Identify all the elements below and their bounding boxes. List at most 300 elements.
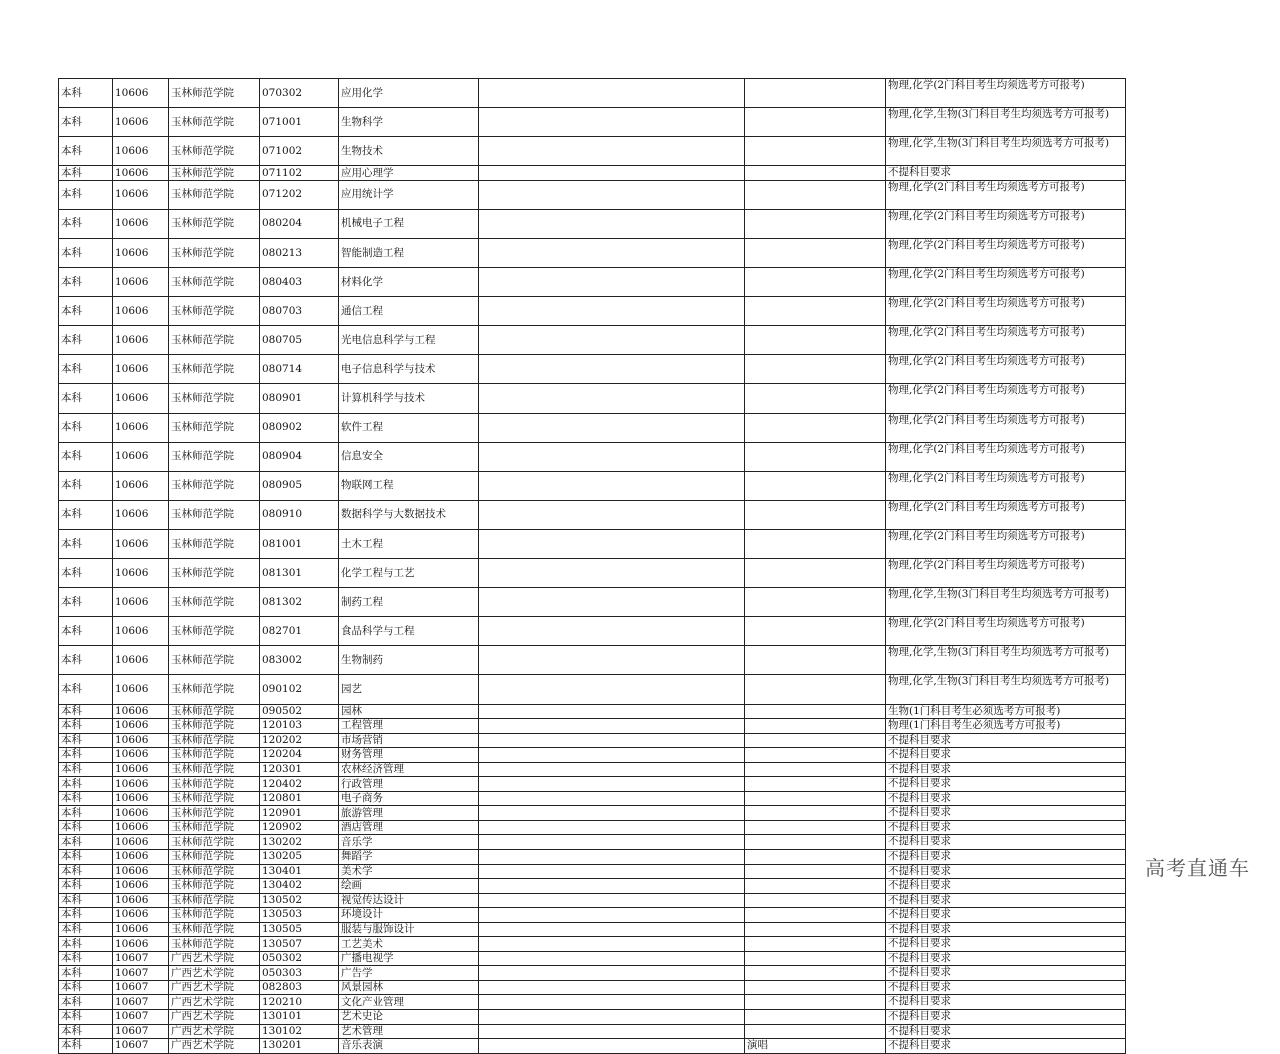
school-code-cell: 10607 [113,966,169,981]
direction-cell [745,588,886,617]
requirement-cell: 物理,化学(2门科目考生均须选考方可报考) [886,355,1126,384]
direction-cell [745,704,886,719]
major-code-cell: 130101 [260,1010,339,1025]
major-code-cell: 081001 [260,529,339,558]
major-name-cell: 制药工程 [339,588,479,617]
direction-cell [745,500,886,529]
school-name-cell: 玉林师范学院 [169,442,260,471]
school-code-cell: 10606 [113,413,169,442]
level-cell: 本科 [59,646,113,675]
school-name-cell: 玉林师范学院 [169,500,260,529]
school-name-cell: 玉林师范学院 [169,180,260,209]
level-cell: 本科 [59,748,113,763]
school-code-cell: 10606 [113,239,169,268]
remark-cell [479,559,745,588]
requirement-cell: 不提科目要求 [886,893,1126,908]
school-code-cell: 10606 [113,471,169,500]
major-name-cell: 应用统计学 [339,180,479,209]
school-code-cell: 10606 [113,500,169,529]
level-cell: 本科 [59,79,113,108]
remark-cell [479,209,745,238]
school-name-cell: 广西艺术学院 [169,1010,260,1025]
major-code-cell: 080910 [260,500,339,529]
table-row [59,951,1126,966]
school-code-cell: 10606 [113,937,169,952]
requirement-cell: 物理,化学(2门科目考生均须选考方可报考) [886,326,1126,355]
major-code-cell: 071202 [260,180,339,209]
remark-cell [479,1010,745,1025]
direction-cell [745,820,886,835]
major-name-cell: 广播电视学 [339,951,479,966]
school-code-cell: 10607 [113,1010,169,1025]
table-row [59,922,1126,937]
level-cell: 本科 [59,966,113,981]
requirement-cell: 物理,化学,生物(3门科目考生均须选考方可报考) [886,646,1126,675]
remark-cell [479,820,745,835]
direction-cell [745,471,886,500]
school-name-cell: 玉林师范学院 [169,879,260,894]
major-code-cell: 090102 [260,675,339,704]
requirement-cell: 不提科目要求 [886,849,1126,864]
level-cell: 本科 [59,849,113,864]
school-name-cell: 广西艺术学院 [169,995,260,1010]
table-row [59,791,1126,806]
school-name-cell: 玉林师范学院 [169,166,260,181]
remark-cell [479,937,745,952]
direction-cell [745,908,886,923]
major-code-cell: 080905 [260,471,339,500]
requirement-cell: 物理,化学,生物(3门科目考生均须选考方可报考) [886,108,1126,137]
major-name-cell: 美术学 [339,864,479,879]
school-name-cell: 玉林师范学院 [169,326,260,355]
major-name-cell: 艺术管理 [339,1024,479,1039]
level-cell: 本科 [59,762,113,777]
level-cell: 本科 [59,617,113,646]
level-cell: 本科 [59,108,113,137]
requirement-cell: 物理,化学(2门科目考生均须选考方可报考) [886,559,1126,588]
table-row [59,137,1126,166]
school-code-cell: 10606 [113,529,169,558]
school-name-cell: 玉林师范学院 [169,529,260,558]
school-name-cell: 玉林师范学院 [169,355,260,384]
school-code-cell: 10606 [113,748,169,763]
direction-cell [745,326,886,355]
direction-cell [745,806,886,821]
school-name-cell: 玉林师范学院 [169,922,260,937]
table-row [59,268,1126,297]
requirement-cell: 不提科目要求 [886,733,1126,748]
table-row [59,733,1126,748]
major-code-cell: 130202 [260,835,339,850]
major-code-cell: 080902 [260,413,339,442]
major-name-cell: 信息安全 [339,442,479,471]
major-code-cell: 120202 [260,733,339,748]
major-name-cell: 园艺 [339,675,479,704]
major-code-cell: 130507 [260,937,339,952]
direction-cell [745,1024,886,1039]
major-name-cell: 土木工程 [339,529,479,558]
school-name-cell: 玉林师范学院 [169,297,260,326]
school-name-cell: 广西艺术学院 [169,980,260,995]
table-row [59,442,1126,471]
level-cell: 本科 [59,791,113,806]
school-name-cell: 玉林师范学院 [169,108,260,137]
major-code-cell: 120301 [260,762,339,777]
level-cell: 本科 [59,500,113,529]
direction-cell [745,79,886,108]
school-name-cell: 玉林师范学院 [169,820,260,835]
direction-cell [745,675,886,704]
level-cell: 本科 [59,908,113,923]
major-code-cell: 050302 [260,951,339,966]
level-cell: 本科 [59,384,113,413]
major-name-cell: 文化产业管理 [339,995,479,1010]
school-code-cell: 10606 [113,355,169,384]
major-name-cell: 数据科学与大数据技术 [339,500,479,529]
school-code-cell: 10607 [113,980,169,995]
remark-cell [479,675,745,704]
requirement-cell: 物理,化学(2门科目考生均须选考方可报考) [886,529,1126,558]
direction-cell [745,922,886,937]
table-row [59,559,1126,588]
school-code-cell: 10606 [113,617,169,646]
remark-cell [479,922,745,937]
remark-cell [479,413,745,442]
remark-cell [479,108,745,137]
school-name-cell: 广西艺术学院 [169,951,260,966]
table-row [59,646,1126,675]
direction-cell [745,297,886,326]
major-code-cell: 082701 [260,617,339,646]
remark-cell [479,1024,745,1039]
school-code-cell: 10606 [113,326,169,355]
school-code-cell: 10606 [113,777,169,792]
level-cell: 本科 [59,922,113,937]
level-cell: 本科 [59,733,113,748]
table-row [59,500,1126,529]
major-name-cell: 服装与服饰设计 [339,922,479,937]
major-code-cell: 071002 [260,137,339,166]
table-row [59,719,1126,734]
school-name-cell: 玉林师范学院 [169,849,260,864]
school-name-cell: 玉林师范学院 [169,617,260,646]
major-code-cell: 080714 [260,355,339,384]
school-code-cell: 10606 [113,79,169,108]
major-name-cell: 广告学 [339,966,479,981]
major-name-cell: 应用心理学 [339,166,479,181]
table-row [59,835,1126,850]
direction-cell: 演唱 [745,1039,886,1054]
table-row [59,617,1126,646]
remark-cell [479,719,745,734]
requirement-cell: 物理(1门科目考生必须选考方可报考) [886,719,1126,734]
requirement-cell: 不提科目要求 [886,748,1126,763]
major-code-cell: 130205 [260,849,339,864]
requirement-cell: 不提科目要求 [886,1010,1126,1025]
requirement-cell: 不提科目要求 [886,791,1126,806]
level-cell: 本科 [59,937,113,952]
level-cell: 本科 [59,675,113,704]
requirement-cell: 不提科目要求 [886,835,1126,850]
school-code-cell: 10606 [113,559,169,588]
major-name-cell: 生物技术 [339,137,479,166]
requirement-cell: 物理,化学(2门科目考生均须选考方可报考) [886,384,1126,413]
direction-cell [745,239,886,268]
school-code-cell: 10606 [113,791,169,806]
remark-cell [479,748,745,763]
school-name-cell: 玉林师范学院 [169,471,260,500]
level-cell: 本科 [59,806,113,821]
direction-cell [745,980,886,995]
direction-cell [745,268,886,297]
school-name-cell: 玉林师范学院 [169,268,260,297]
requirement-cell: 物理,化学,生物(3门科目考生均须选考方可报考) [886,675,1126,704]
table-row [59,762,1126,777]
requirement-cell: 生物(1门科目考生必须选考方可报考) [886,704,1126,719]
direction-cell [745,617,886,646]
direction-cell [745,762,886,777]
major-name-cell: 光电信息科学与工程 [339,326,479,355]
direction-cell [745,209,886,238]
school-code-cell: 10606 [113,384,169,413]
remark-cell [479,995,745,1010]
direction-cell [745,166,886,181]
major-code-cell: 130502 [260,893,339,908]
direction-cell [745,137,886,166]
major-code-cell: 080705 [260,326,339,355]
remark-cell [479,588,745,617]
watermark-text: 高考直通车 [1145,856,1250,880]
school-code-cell: 10606 [113,297,169,326]
table-row [59,820,1126,835]
major-name-cell: 市场营销 [339,733,479,748]
table-row [59,588,1126,617]
direction-cell [745,777,886,792]
major-code-cell: 080204 [260,209,339,238]
requirement-cell: 物理,化学(2门科目考生均须选考方可报考) [886,79,1126,108]
requirement-cell: 不提科目要求 [886,951,1126,966]
requirement-cell: 不提科目要求 [886,1024,1126,1039]
table-row [59,1039,1126,1054]
major-code-cell: 120901 [260,806,339,821]
major-name-cell: 计算机科学与技术 [339,384,479,413]
school-code-cell: 10607 [113,995,169,1010]
table-row [59,966,1126,981]
major-code-cell: 120902 [260,820,339,835]
remark-cell [479,529,745,558]
level-cell: 本科 [59,471,113,500]
level-cell: 本科 [59,980,113,995]
major-code-cell: 130402 [260,879,339,894]
requirement-cell: 不提科目要求 [886,966,1126,981]
school-code-cell: 10606 [113,166,169,181]
major-code-cell: 120801 [260,791,339,806]
table-row [59,864,1126,879]
level-cell: 本科 [59,442,113,471]
major-name-cell: 工艺美术 [339,937,479,952]
remark-cell [479,471,745,500]
major-name-cell: 艺术史论 [339,1010,479,1025]
school-name-cell: 玉林师范学院 [169,937,260,952]
major-name-cell: 绘画 [339,879,479,894]
remark-cell [479,384,745,413]
direction-cell [745,108,886,137]
school-code-cell: 10607 [113,1039,169,1054]
requirement-cell: 不提科目要求 [886,777,1126,792]
level-cell: 本科 [59,355,113,384]
level-cell: 本科 [59,704,113,719]
direction-cell [745,529,886,558]
school-name-cell: 玉林师范学院 [169,762,260,777]
remark-cell [479,762,745,777]
level-cell: 本科 [59,1024,113,1039]
level-cell: 本科 [59,137,113,166]
level-cell: 本科 [59,239,113,268]
major-code-cell: 081301 [260,559,339,588]
remark-cell [479,1039,745,1054]
table-row [59,937,1126,952]
major-code-cell: 120204 [260,748,339,763]
table-row [59,995,1126,1010]
direction-cell [745,355,886,384]
major-name-cell: 旅游管理 [339,806,479,821]
direction-cell [745,733,886,748]
table-row [59,413,1126,442]
level-cell: 本科 [59,995,113,1010]
remark-cell [479,980,745,995]
school-name-cell: 玉林师范学院 [169,646,260,675]
major-name-cell: 工程管理 [339,719,479,734]
direction-cell [745,180,886,209]
major-name-cell: 机械电子工程 [339,209,479,238]
direction-cell [745,384,886,413]
school-name-cell: 广西艺术学院 [169,1024,260,1039]
table-row [59,166,1126,181]
level-cell: 本科 [59,879,113,894]
major-code-cell: 120103 [260,719,339,734]
remark-cell [479,908,745,923]
requirement-cell: 不提科目要求 [886,864,1126,879]
major-code-cell: 080901 [260,384,339,413]
school-code-cell: 10606 [113,588,169,617]
level-cell: 本科 [59,588,113,617]
direction-cell [745,951,886,966]
remark-cell [479,864,745,879]
requirement-cell: 不提科目要求 [886,820,1126,835]
school-code-cell: 10606 [113,820,169,835]
major-name-cell: 园林 [339,704,479,719]
major-code-cell: 130201 [260,1039,339,1054]
direction-cell [745,559,886,588]
table-row [59,748,1126,763]
major-code-cell: 080904 [260,442,339,471]
school-name-cell: 玉林师范学院 [169,864,260,879]
table-row [59,980,1126,995]
direction-cell [745,995,886,1010]
direction-cell [745,1010,886,1025]
major-name-cell: 应用化学 [339,79,479,108]
direction-cell [745,719,886,734]
requirement-cell: 物理,化学(2门科目考生均须选考方可报考) [886,239,1126,268]
major-name-cell: 生物制药 [339,646,479,675]
school-code-cell: 10606 [113,209,169,238]
level-cell: 本科 [59,268,113,297]
direction-cell [745,966,886,981]
table-row [59,79,1126,108]
major-code-cell: 082803 [260,980,339,995]
table-row [59,777,1126,792]
requirement-cell: 物理,化学(2门科目考生均须选考方可报考) [886,471,1126,500]
remark-cell [479,791,745,806]
direction-cell [745,893,886,908]
school-code-cell: 10606 [113,268,169,297]
major-code-cell: 130503 [260,908,339,923]
remark-cell [479,268,745,297]
major-name-cell: 智能制造工程 [339,239,479,268]
school-code-cell: 10606 [113,879,169,894]
table-row [59,879,1126,894]
remark-cell [479,297,745,326]
major-name-cell: 风景园林 [339,980,479,995]
requirement-cell: 不提科目要求 [886,762,1126,777]
requirement-cell: 不提科目要求 [886,806,1126,821]
school-code-cell: 10606 [113,849,169,864]
major-code-cell: 130401 [260,864,339,879]
school-name-cell: 广西艺术学院 [169,966,260,981]
remark-cell [479,704,745,719]
remark-cell [479,879,745,894]
school-code-cell: 10606 [113,704,169,719]
level-cell: 本科 [59,951,113,966]
table-row [59,849,1126,864]
level-cell: 本科 [59,1039,113,1054]
major-code-cell: 130505 [260,922,339,937]
major-code-cell: 080703 [260,297,339,326]
school-name-cell: 玉林师范学院 [169,719,260,734]
direction-cell [745,835,886,850]
school-name-cell: 玉林师范学院 [169,137,260,166]
level-cell: 本科 [59,166,113,181]
table-row [59,471,1126,500]
school-name-cell: 玉林师范学院 [169,748,260,763]
school-name-cell: 玉林师范学院 [169,733,260,748]
school-code-cell: 10606 [113,137,169,166]
major-code-cell: 083002 [260,646,339,675]
major-code-cell: 090502 [260,704,339,719]
major-name-cell: 通信工程 [339,297,479,326]
school-code-cell: 10606 [113,442,169,471]
major-code-cell: 080403 [260,268,339,297]
direction-cell [745,791,886,806]
school-code-cell: 10607 [113,951,169,966]
major-name-cell: 音乐学 [339,835,479,850]
table-row [59,239,1126,268]
remark-cell [479,326,745,355]
table-row [59,529,1126,558]
remark-cell [479,79,745,108]
table-row [59,806,1126,821]
major-name-cell: 材料化学 [339,268,479,297]
table-row [59,209,1126,238]
school-name-cell: 玉林师范学院 [169,791,260,806]
major-code-cell: 071001 [260,108,339,137]
major-code-cell: 050303 [260,966,339,981]
school-code-cell: 10607 [113,1024,169,1039]
requirement-cell: 物理,化学(2门科目考生均须选考方可报考) [886,413,1126,442]
major-code-cell: 070302 [260,79,339,108]
school-name-cell: 玉林师范学院 [169,704,260,719]
direction-cell [745,646,886,675]
